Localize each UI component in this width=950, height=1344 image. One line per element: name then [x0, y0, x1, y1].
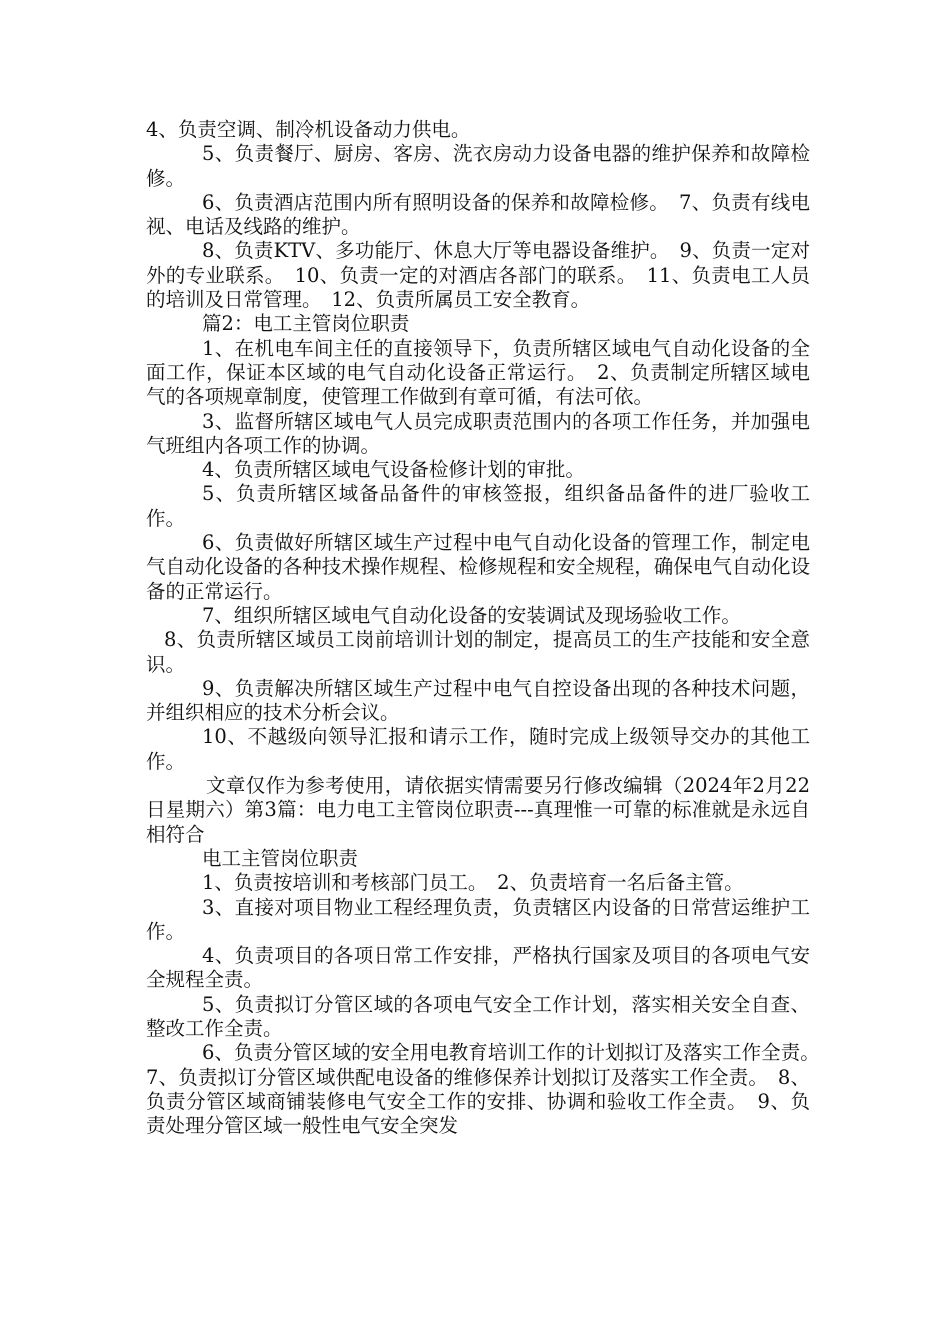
paragraph-duty-9: 9、负责解决所辖区域生产过程中电气自控设备出现的各种技术问题，并组织相应的技术分析会议。	[146, 676, 810, 725]
section-heading-supervisor-duties: 电工主管岗位职责	[202, 846, 359, 870]
paragraph-duty-10: 10、不越级向领导汇报和请示工作，随时完成上级领导交办的其他工作。	[146, 725, 810, 773]
paragraph-item-6-lighting: 6、负责酒店范围内所有照明设备的保养和故障检修。 7、负责有线电视、电话及线路的维护。	[146, 190, 810, 239]
paragraph-duty-1: 1、在机电车间主任的直接领导下，负责所辖区域电气自动化设备的全面工作，保证本区域的电气自动化设备正常运行。 2、负责制定所辖区域电气的各项规章制度，使管理工作做到有章可循，有法可依。	[146, 336, 810, 409]
paragraph-supervisor-duty-6: 6、负责分管区域的安全用电教育培训工作的计划拟订及落实工作全责。 7、负责拟订分管区域供配电设备的维修保养计划拟订及落实工作全责。 8、负责分管区域商铺装修电气安全工作的安排、协调和验收工作全责。 9、负责处理分管区域一般性电气安全突发	[146, 1041, 830, 1138]
paragraph-supervisor-duty-1: 1、负责按培训和考核部门员工。 2、负责培育一名后备主管。	[202, 871, 744, 895]
paragraph-supervisor-duty-5: 5、负责拟订分管区域的各项电气安全工作计划，落实相关安全自查、整改工作全责。	[146, 992, 810, 1040]
paragraph-reference-note: 文章仅作为参考使用，请依据实情需要另行修改编辑（2024年2月22日星期六）第3篇：电力电工主管岗位职责---真理惟一可靠的标准就是永远自相符合	[146, 774, 810, 846]
document-body	[146, 118, 830, 1138]
paragraph-supervisor-duty-3: 3、直接对项目物业工程经理负责，负责辖区内设备的日常营运维护工作。	[146, 895, 810, 943]
paragraph-item-8-ktv: 8、负责KTV、多功能厅、休息大厅等电器设备维护。 9、负责一定对外的专业联系。 10、负责一定的对酒店各部门的联系。 11、负责电工人员的培训及日常管理。 12、负责所属员工安全教育。	[146, 239, 810, 312]
section-heading-part-2: 篇2：电工主管岗位职责	[202, 312, 410, 336]
paragraph-duty-7: 7、组织所辖区域电气自动化设备的安装调试及现场验收工作。	[202, 603, 741, 627]
paragraph-item-4-power-supply: 4、负责空调、制冷机设备动力供电。	[146, 118, 471, 141]
paragraph-item-5-maintenance: 5、负责餐厅、厨房、客房、洗衣房动力设备电器的维护保养和故障检修。	[146, 142, 810, 190]
paragraph-duty-8: 8、负责所辖区域员工岗前培训计划的制定，提高员工的生产技能和安全意识。	[146, 628, 810, 676]
paragraph-duty-3: 3、监督所辖区域电气人员完成职责范围内的各项工作任务，并加强电气班组内各项工作的协调。	[146, 409, 810, 457]
paragraph-duty-5: 5、负责所辖区域备品备件的审核签报，组织备品备件的进厂验收工作。	[146, 482, 810, 530]
paragraph-supervisor-duty-4: 4、负责项目的各项日常工作安排，严格执行国家及项目的各项电气安全规程全责。	[146, 944, 810, 992]
paragraph-duty-4: 4、负责所辖区域电气设备检修计划的审批。	[202, 458, 585, 482]
paragraph-duty-6: 6、负责做好所辖区域生产过程中电气自动化设备的管理工作，制定电气自动化设备的各种技术操作规程、检修规程和安全规程，确保电气自动化设备的正常运行。	[146, 531, 810, 603]
